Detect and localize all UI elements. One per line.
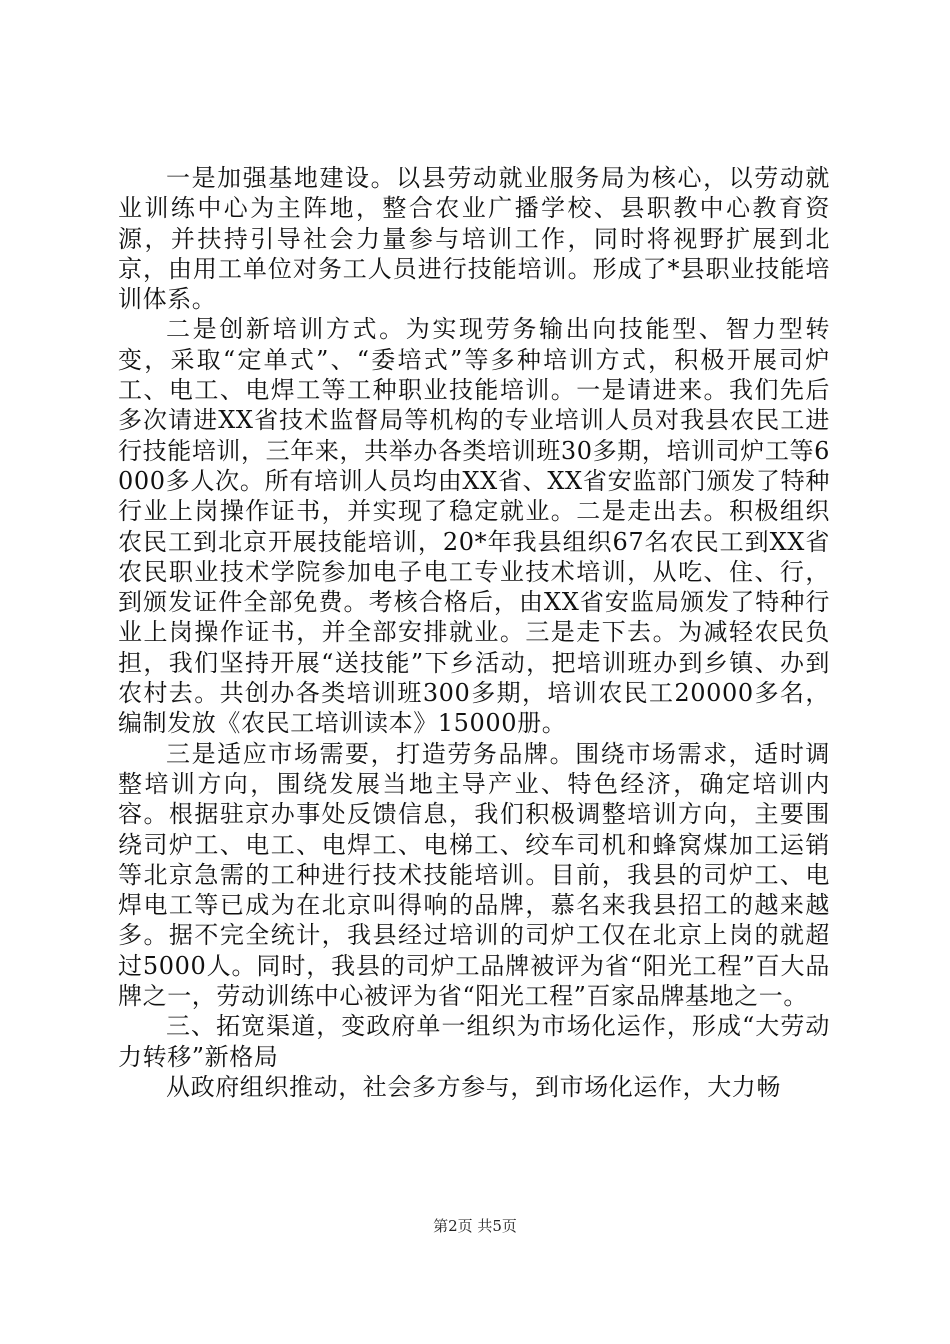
paragraph-base-building: 一是加强基地建设。以县劳动就业服务局为核心，以劳动就业训练中心为主阵地，整合农业广播学校、县职教中心教育资源，并扶持引导社会力量参与培训工作，同时将视野扩展到北京，由用工单位对务工人员进行技能培训。形成了*县职业技能培训体系。 [118,164,830,314]
paragraph-labor-brand: 三是适应市场需要，打造劳务品牌。围绕市场需求，适时调整培训方向，围绕发展当地主导产业、特色经济，确定培训内容。根据驻京办事处反馈信息，我们积极调整培训方向，主要围绕司炉工、电工、电焊工、电梯工、绞车司机和蜂窝煤加工运销等北京急需的工种进行技术技能培训。目前，我县的司炉工、电焊电工等已成为在北京叫得响的品牌，慕名来我县招工的越来越多。据不完全统计，我县经过培训的司炉工仅在北京上岗的就超过5000人。同时，我县的司炉工品牌被评为省“阳光工程”百大品牌之一，劳动训练中心被评为省“阳光工程”百家品牌基地之一。 [118,739,830,1011]
page-number-footer: 第2页 共5页 [433,1217,517,1235]
paragraph-market-operation: 从政府组织推动，社会多方参与，到市场化运作，大力畅 [166,1072,781,1101]
document-body [118,163,830,1102]
section-heading-channels: 三、拓宽渠道，变政府单一组织为市场化运作，形成“大劳动力转移”新格局 [118,1012,830,1071]
paragraph-training-methods: 二是创新培训方式。为实现劳务输出向技能型、智力型转变，采取“定单式”、“委培式”等多种培训方式，积极开展司炉工、电工、电焊工等工种职业技能培训。一是请进来。我们先后多次请进XX省技术监督局等机构的专业培训人员对我县农民工进行技能培训，三年来，共举办各类培训班30多期，培训司炉工等6000多人次。所有培训人员均由XX省、XX省安监部门颁发了特种行业上岗操作证书，并实现了稳定就业。二是走出去。积极组织农民工到北京开展技能培训，20*年我县组织67名农民工到XX省农民职业技术学院参加电子电工专业技术培训，从吃、住、行，到颁发证件全部免费。考核合格后，由XX省安监局颁发了特种行业上岗操作证书，并全部安排就业。三是走下去。为减轻农民负担，我们坚持开展“送技能”下乡活动，把培训班办到乡镇、办到农村去。共创办各类培训班300多期，培训农民工20000多名，编制发放《农民工培训读本》15000册。 [118,315,830,738]
